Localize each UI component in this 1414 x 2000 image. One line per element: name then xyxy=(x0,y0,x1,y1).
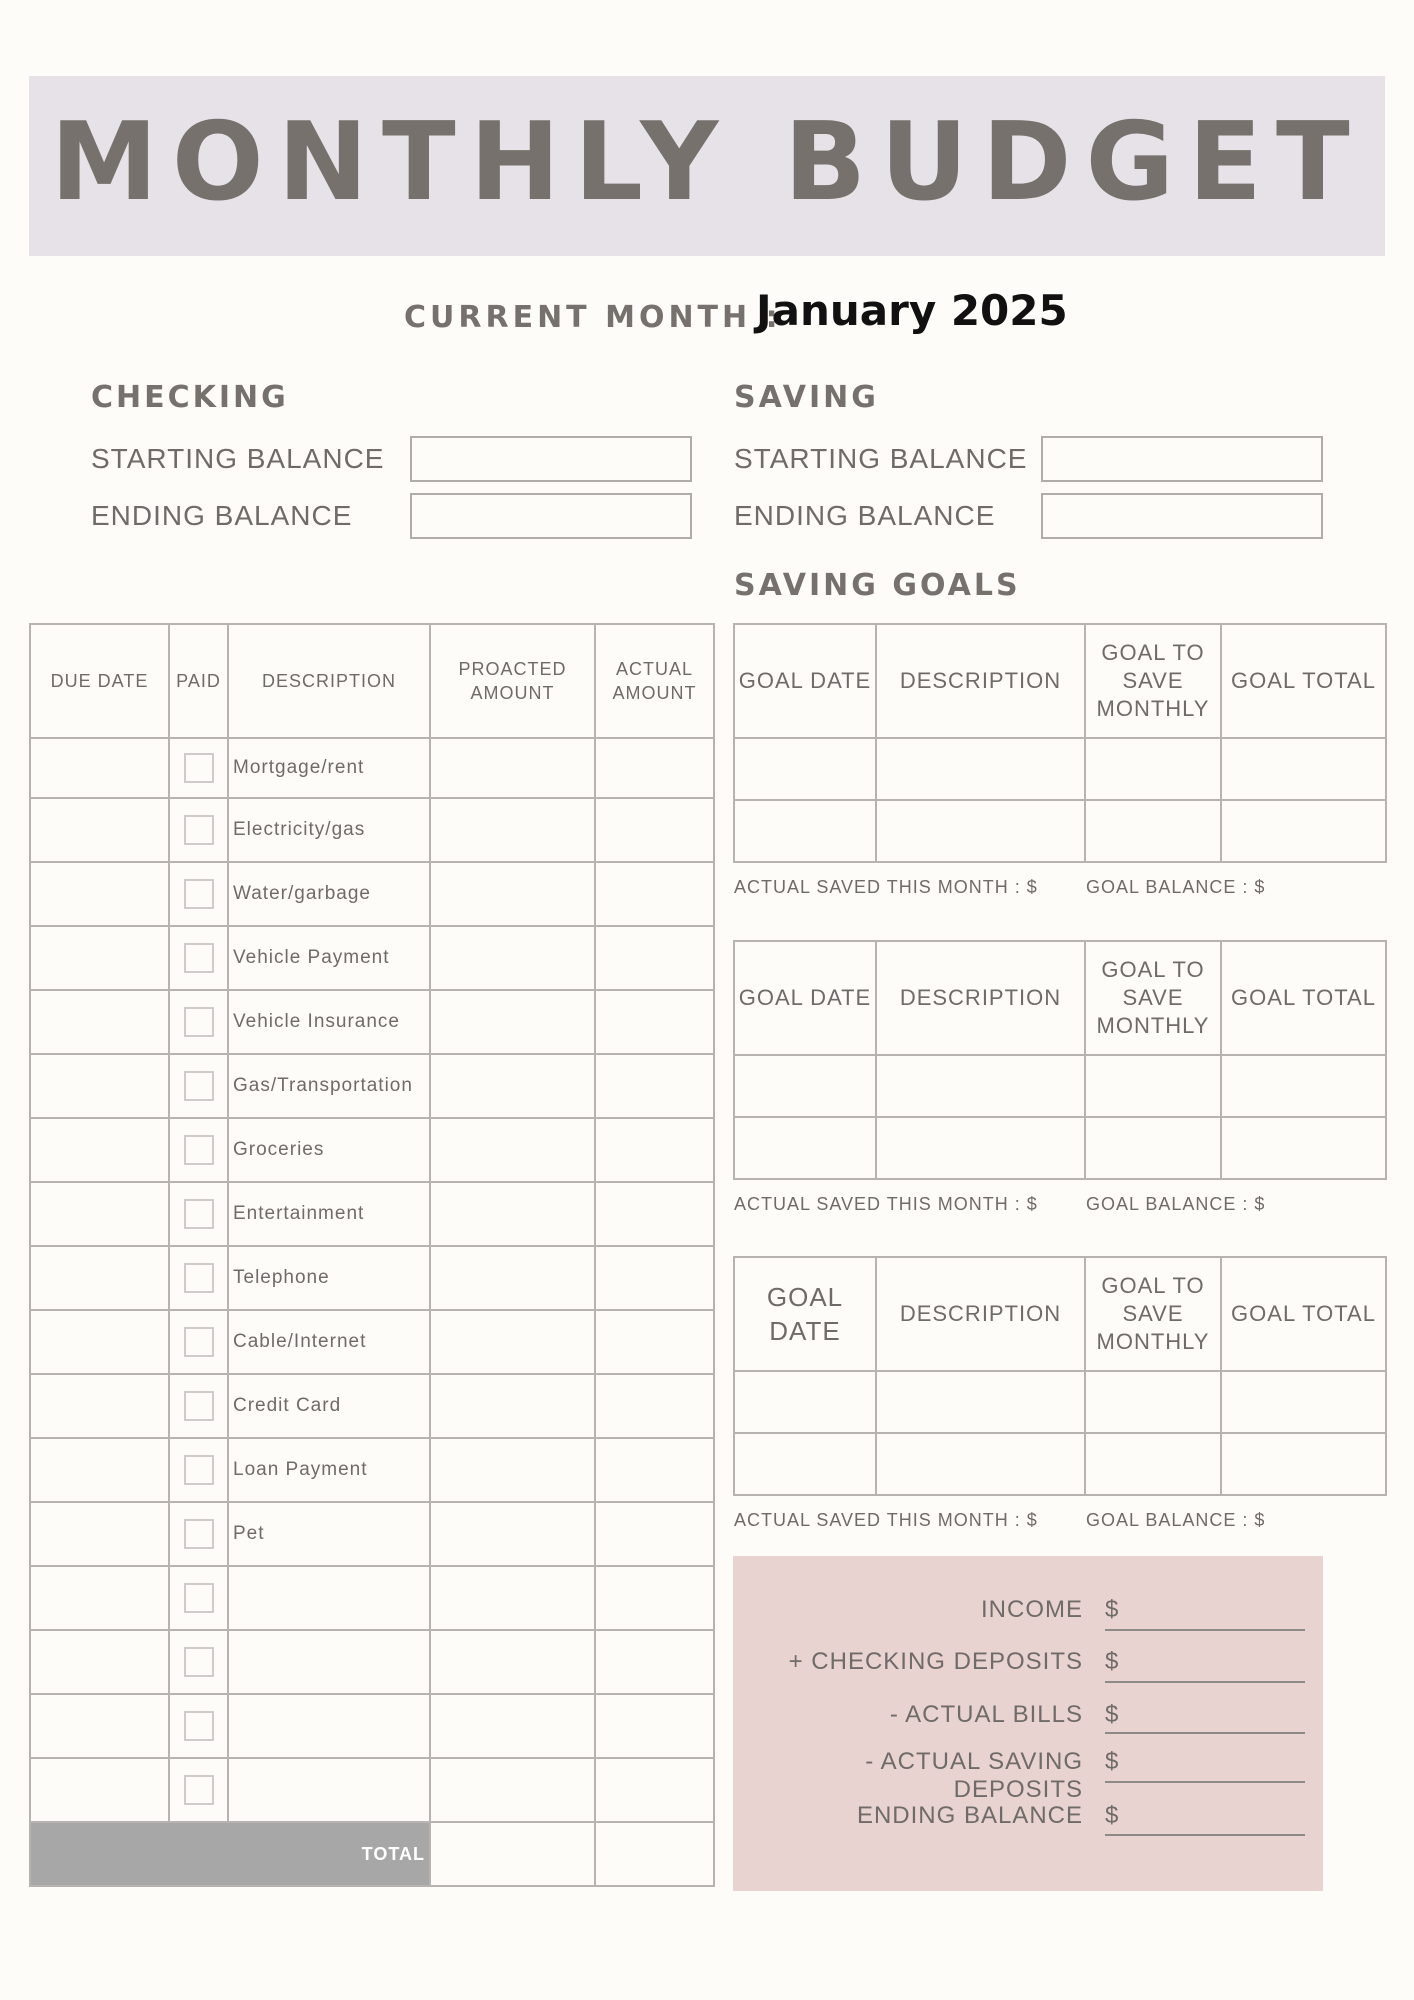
bill-description-cell[interactable]: Groceries xyxy=(228,1118,430,1182)
bill-actual-cell[interactable] xyxy=(595,1758,714,1822)
goal-save-monthly-header: GOAL TO SAVE MONTHLY xyxy=(1085,1257,1221,1371)
paid-checkbox[interactable] xyxy=(184,1071,214,1101)
bills-table xyxy=(29,623,715,1887)
bill-paid-cell xyxy=(169,1694,228,1758)
paid-checkbox[interactable] xyxy=(184,1199,214,1229)
bill-actual-cell[interactable] xyxy=(595,990,714,1054)
income-label: INCOME xyxy=(981,1596,1083,1623)
saving-starting-balance-label: STARTING BALANCE xyxy=(734,443,1028,474)
paid-checkbox[interactable] xyxy=(184,1391,214,1421)
bill-projected-cell[interactable] xyxy=(430,1374,595,1438)
goal-save-monthly-cell[interactable] xyxy=(1085,1055,1221,1117)
bill-description-cell[interactable] xyxy=(228,1758,430,1822)
bill-due-date-cell[interactable] xyxy=(30,1374,169,1438)
bill-paid-cell xyxy=(169,1566,228,1630)
bill-paid-cell xyxy=(169,1502,228,1566)
checking-starting-balance-field[interactable] xyxy=(410,436,692,482)
bill-projected-cell[interactable] xyxy=(430,1694,595,1758)
ending-balance-currency: $ xyxy=(1105,1802,1119,1829)
saving-ending-balance-field[interactable] xyxy=(1041,493,1323,539)
bill-row xyxy=(30,798,714,862)
bill-description-cell[interactable]: Pet xyxy=(228,1502,430,1566)
checking-deposits-currency: $ xyxy=(1105,1648,1119,1675)
bill-actual-cell[interactable] xyxy=(595,1310,714,1374)
bill-row xyxy=(30,1310,714,1374)
bill-due-date-cell[interactable] xyxy=(30,926,169,990)
saving-goals-title: SAVING GOALS xyxy=(734,568,1021,603)
actual-bills-field[interactable] xyxy=(1105,1732,1305,1734)
bill-description-cell[interactable]: Entertainment xyxy=(228,1182,430,1246)
bill-paid-cell xyxy=(169,1374,228,1438)
bill-due-date-cell[interactable] xyxy=(30,1694,169,1758)
bill-row xyxy=(30,1246,714,1310)
paid-checkbox[interactable] xyxy=(184,1135,214,1165)
due-date-header: DUE DATE xyxy=(30,624,169,738)
bill-due-date-cell[interactable] xyxy=(30,1630,169,1694)
goal-date-cell[interactable] xyxy=(734,1055,876,1117)
bill-projected-cell[interactable] xyxy=(430,990,595,1054)
bill-row xyxy=(30,1182,714,1246)
bill-description-cell[interactable] xyxy=(228,1694,430,1758)
bill-actual-cell[interactable] xyxy=(595,1502,714,1566)
saving-ending-balance-label: ENDING BALANCE xyxy=(734,500,996,531)
bill-row xyxy=(30,1758,714,1822)
saving-goal-row xyxy=(734,1117,1386,1179)
bill-projected-cell[interactable] xyxy=(430,1438,595,1502)
goal-balance-label: GOAL BALANCE : $ xyxy=(1086,1510,1266,1530)
goal-total-cell[interactable] xyxy=(1221,1117,1386,1179)
paid-header: PAID xyxy=(169,624,228,738)
saving-goal-row xyxy=(734,1371,1386,1433)
paid-checkbox[interactable] xyxy=(184,943,214,973)
goal-date-cell[interactable] xyxy=(734,1117,876,1179)
bill-projected-cell[interactable] xyxy=(430,1054,595,1118)
saving-goal-row xyxy=(734,800,1386,862)
goal-balance-label: GOAL BALANCE : $ xyxy=(1086,1194,1266,1214)
bill-description-cell[interactable]: Telephone xyxy=(228,1246,430,1310)
checking-deposits-field[interactable] xyxy=(1105,1681,1305,1683)
bill-projected-cell[interactable] xyxy=(430,1182,595,1246)
goal-description-cell[interactable] xyxy=(876,738,1085,800)
bill-actual-cell[interactable] xyxy=(595,738,714,798)
bill-row xyxy=(30,1566,714,1630)
bill-actual-cell[interactable] xyxy=(595,1118,714,1182)
checking-deposits-label: + CHECKING DEPOSITS xyxy=(788,1648,1083,1675)
saving-goal-table xyxy=(733,940,1387,1180)
bill-paid-cell xyxy=(169,1182,228,1246)
actual-amount-header: ACTUAL AMOUNT xyxy=(595,624,714,738)
goal-date-header: GOAL DATE xyxy=(734,941,876,1055)
bill-due-date-cell[interactable] xyxy=(30,1566,169,1630)
goal-total-cell[interactable] xyxy=(1221,738,1386,800)
bill-paid-cell xyxy=(169,1118,228,1182)
bill-description-cell[interactable]: Electricity/gas xyxy=(228,798,430,862)
income-field[interactable] xyxy=(1105,1629,1305,1631)
goal-description-cell[interactable] xyxy=(876,1117,1085,1179)
goal-total-header: GOAL TOTAL xyxy=(1221,624,1386,738)
bill-row xyxy=(30,738,714,798)
bill-actual-cell[interactable] xyxy=(595,798,714,862)
goal-date-cell[interactable] xyxy=(734,738,876,800)
goal-save-monthly-cell[interactable] xyxy=(1085,800,1221,862)
bill-paid-cell xyxy=(169,862,228,926)
current-month-label: CURRENT MONTH : xyxy=(404,300,782,335)
saving-goal-row xyxy=(734,738,1386,800)
total-projected-cell[interactable] xyxy=(430,1822,595,1886)
bill-projected-cell[interactable] xyxy=(430,862,595,926)
goal-description-cell[interactable] xyxy=(876,1055,1085,1117)
goal-description-cell[interactable] xyxy=(876,1433,1085,1495)
paid-checkbox[interactable] xyxy=(184,1327,214,1357)
goal-total-header: GOAL TOTAL xyxy=(1221,1257,1386,1371)
bill-row xyxy=(30,1374,714,1438)
paid-checkbox[interactable] xyxy=(184,1007,214,1037)
total-label: TOTAL xyxy=(30,1822,430,1886)
actual-saved-label: ACTUAL SAVED THIS MONTH : $ xyxy=(734,877,1038,897)
bill-due-date-cell[interactable] xyxy=(30,798,169,862)
checking-title: CHECKING xyxy=(91,380,289,415)
goal-date-header: GOAL DATE xyxy=(734,1257,876,1371)
bill-description-cell[interactable]: Vehicle Insurance xyxy=(228,990,430,1054)
bill-actual-cell[interactable] xyxy=(595,862,714,926)
bill-row xyxy=(30,1054,714,1118)
bill-projected-cell[interactable] xyxy=(430,1246,595,1310)
bill-paid-cell xyxy=(169,738,228,798)
income-currency: $ xyxy=(1105,1596,1119,1623)
bill-row xyxy=(30,1502,714,1566)
bill-projected-cell[interactable] xyxy=(430,926,595,990)
checking-starting-balance-label: STARTING BALANCE xyxy=(91,443,385,474)
actual-saving-deposits-field[interactable] xyxy=(1105,1781,1305,1783)
goal-save-monthly-cell[interactable] xyxy=(1085,1371,1221,1433)
goal-date-header: GOAL DATE xyxy=(734,624,876,738)
bill-projected-cell[interactable] xyxy=(430,1118,595,1182)
goal-total-cell[interactable] xyxy=(1221,1433,1386,1495)
bill-due-date-cell[interactable] xyxy=(30,1438,169,1502)
bill-actual-cell[interactable] xyxy=(595,1054,714,1118)
current-month-value[interactable]: January 2025 xyxy=(756,286,1068,335)
goal-save-monthly-header: GOAL TO SAVE MONTHLY xyxy=(1085,941,1221,1055)
bill-paid-cell xyxy=(169,798,228,862)
bill-due-date-cell[interactable] xyxy=(30,1118,169,1182)
ending-balance-label: ENDING BALANCE xyxy=(856,1802,1083,1829)
bill-projected-cell[interactable] xyxy=(430,1758,595,1822)
paid-checkbox[interactable] xyxy=(184,1583,214,1613)
bill-paid-cell xyxy=(169,1758,228,1822)
bill-row xyxy=(30,862,714,926)
bill-description-cell[interactable] xyxy=(228,1566,430,1630)
bill-paid-cell xyxy=(169,1054,228,1118)
paid-checkbox[interactable] xyxy=(184,879,214,909)
goal-description-header: DESCRIPTION xyxy=(876,941,1085,1055)
bill-due-date-cell[interactable] xyxy=(30,1758,169,1822)
actual-saving-deposits-currency: $ xyxy=(1105,1748,1119,1775)
bill-projected-cell[interactable] xyxy=(430,1502,595,1566)
bill-actual-cell[interactable] xyxy=(595,1438,714,1502)
bill-due-date-cell[interactable] xyxy=(30,990,169,1054)
bill-description-cell[interactable]: Water/garbage xyxy=(228,862,430,926)
page-title: MONTHLY BUDGET xyxy=(50,100,1364,225)
bill-row xyxy=(30,1118,714,1182)
bill-row xyxy=(30,926,714,990)
bill-projected-cell[interactable] xyxy=(430,1566,595,1630)
saving-title: SAVING xyxy=(734,380,879,415)
total-actual-cell[interactable] xyxy=(595,1822,714,1886)
bill-actual-cell[interactable] xyxy=(595,1566,714,1630)
checking-ending-balance-label: ENDING BALANCE xyxy=(91,500,353,531)
saving-goal-row xyxy=(734,1433,1386,1495)
bill-description-cell[interactable]: Credit Card xyxy=(228,1374,430,1438)
goal-save-monthly-header: GOAL TO SAVE MONTHLY xyxy=(1085,624,1221,738)
bill-description-cell[interactable] xyxy=(228,1630,430,1694)
bill-projected-cell[interactable] xyxy=(430,798,595,862)
bill-row xyxy=(30,1694,714,1758)
paid-checkbox[interactable] xyxy=(184,1775,214,1805)
paid-checkbox[interactable] xyxy=(184,1647,214,1677)
goal-total-cell[interactable] xyxy=(1221,1371,1386,1433)
goal-balance-label: GOAL BALANCE : $ xyxy=(1086,877,1266,897)
bill-description-cell[interactable]: Cable/Internet xyxy=(228,1310,430,1374)
bill-paid-cell xyxy=(169,926,228,990)
saving-goal-table xyxy=(733,1256,1387,1496)
actual-saving-deposits-label: - ACTUAL SAVING DEPOSITS xyxy=(865,1748,1083,1803)
goal-description-cell[interactable] xyxy=(876,1371,1085,1433)
bill-due-date-cell[interactable] xyxy=(30,1246,169,1310)
bill-paid-cell xyxy=(169,990,228,1054)
bill-projected-cell[interactable] xyxy=(430,1310,595,1374)
paid-checkbox[interactable] xyxy=(184,1263,214,1293)
bill-paid-cell xyxy=(169,1630,228,1694)
bill-paid-cell xyxy=(169,1438,228,1502)
description-header: DESCRIPTION xyxy=(228,624,430,738)
summary-box xyxy=(733,1556,1323,1891)
actual-bills-currency: $ xyxy=(1105,1701,1119,1728)
goal-total-cell[interactable] xyxy=(1221,800,1386,862)
goal-description-header: DESCRIPTION xyxy=(876,624,1085,738)
goal-date-cell[interactable] xyxy=(734,1371,876,1433)
goal-date-cell[interactable] xyxy=(734,1433,876,1495)
bill-actual-cell[interactable] xyxy=(595,1694,714,1758)
saving-goal-table xyxy=(733,623,1387,863)
saving-goal-row xyxy=(734,1055,1386,1117)
bill-actual-cell[interactable] xyxy=(595,1374,714,1438)
goal-total-cell[interactable] xyxy=(1221,1055,1386,1117)
bill-due-date-cell[interactable] xyxy=(30,1054,169,1118)
paid-checkbox[interactable] xyxy=(184,1519,214,1549)
paid-checkbox[interactable] xyxy=(184,753,214,783)
goal-total-header: GOAL TOTAL xyxy=(1221,941,1386,1055)
bill-actual-cell[interactable] xyxy=(595,1246,714,1310)
checking-ending-balance-field[interactable] xyxy=(410,493,692,539)
actual-saved-label: ACTUAL SAVED THIS MONTH : $ xyxy=(734,1194,1038,1214)
goal-save-monthly-cell[interactable] xyxy=(1085,738,1221,800)
bill-paid-cell xyxy=(169,1310,228,1374)
bill-description-cell[interactable]: Vehicle Payment xyxy=(228,926,430,990)
bill-description-cell[interactable]: Mortgage/rent xyxy=(228,738,430,798)
bill-due-date-cell[interactable] xyxy=(30,1310,169,1374)
actual-bills-label: - ACTUAL BILLS xyxy=(889,1701,1083,1728)
bill-projected-cell[interactable] xyxy=(430,1630,595,1694)
bill-due-date-cell[interactable] xyxy=(30,1182,169,1246)
bill-due-date-cell[interactable] xyxy=(30,862,169,926)
bill-description-cell[interactable]: Loan Payment xyxy=(228,1438,430,1502)
bill-due-date-cell[interactable] xyxy=(30,738,169,798)
bill-row xyxy=(30,1438,714,1502)
goal-description-header: DESCRIPTION xyxy=(876,1257,1085,1371)
bill-paid-cell xyxy=(169,1246,228,1310)
bill-projected-cell[interactable] xyxy=(430,738,595,798)
bill-actual-cell[interactable] xyxy=(595,1182,714,1246)
paid-checkbox[interactable] xyxy=(184,1711,214,1741)
actual-saved-label: ACTUAL SAVED THIS MONTH : $ xyxy=(734,1510,1038,1530)
goal-description-cell[interactable] xyxy=(876,800,1085,862)
bill-actual-cell[interactable] xyxy=(595,926,714,990)
bill-row xyxy=(30,990,714,1054)
bill-due-date-cell[interactable] xyxy=(30,1502,169,1566)
goal-date-cell[interactable] xyxy=(734,800,876,862)
ending-balance-field[interactable] xyxy=(1105,1834,1305,1836)
paid-checkbox[interactable] xyxy=(184,1455,214,1485)
bill-actual-cell[interactable] xyxy=(595,1630,714,1694)
bill-row xyxy=(30,1630,714,1694)
bill-description-cell[interactable]: Gas/Transportation xyxy=(228,1054,430,1118)
goal-save-monthly-cell[interactable] xyxy=(1085,1433,1221,1495)
saving-starting-balance-field[interactable] xyxy=(1041,436,1323,482)
projected-amount-header: PROACTED AMOUNT xyxy=(430,624,595,738)
paid-checkbox[interactable] xyxy=(184,815,214,845)
goal-save-monthly-cell[interactable] xyxy=(1085,1117,1221,1179)
